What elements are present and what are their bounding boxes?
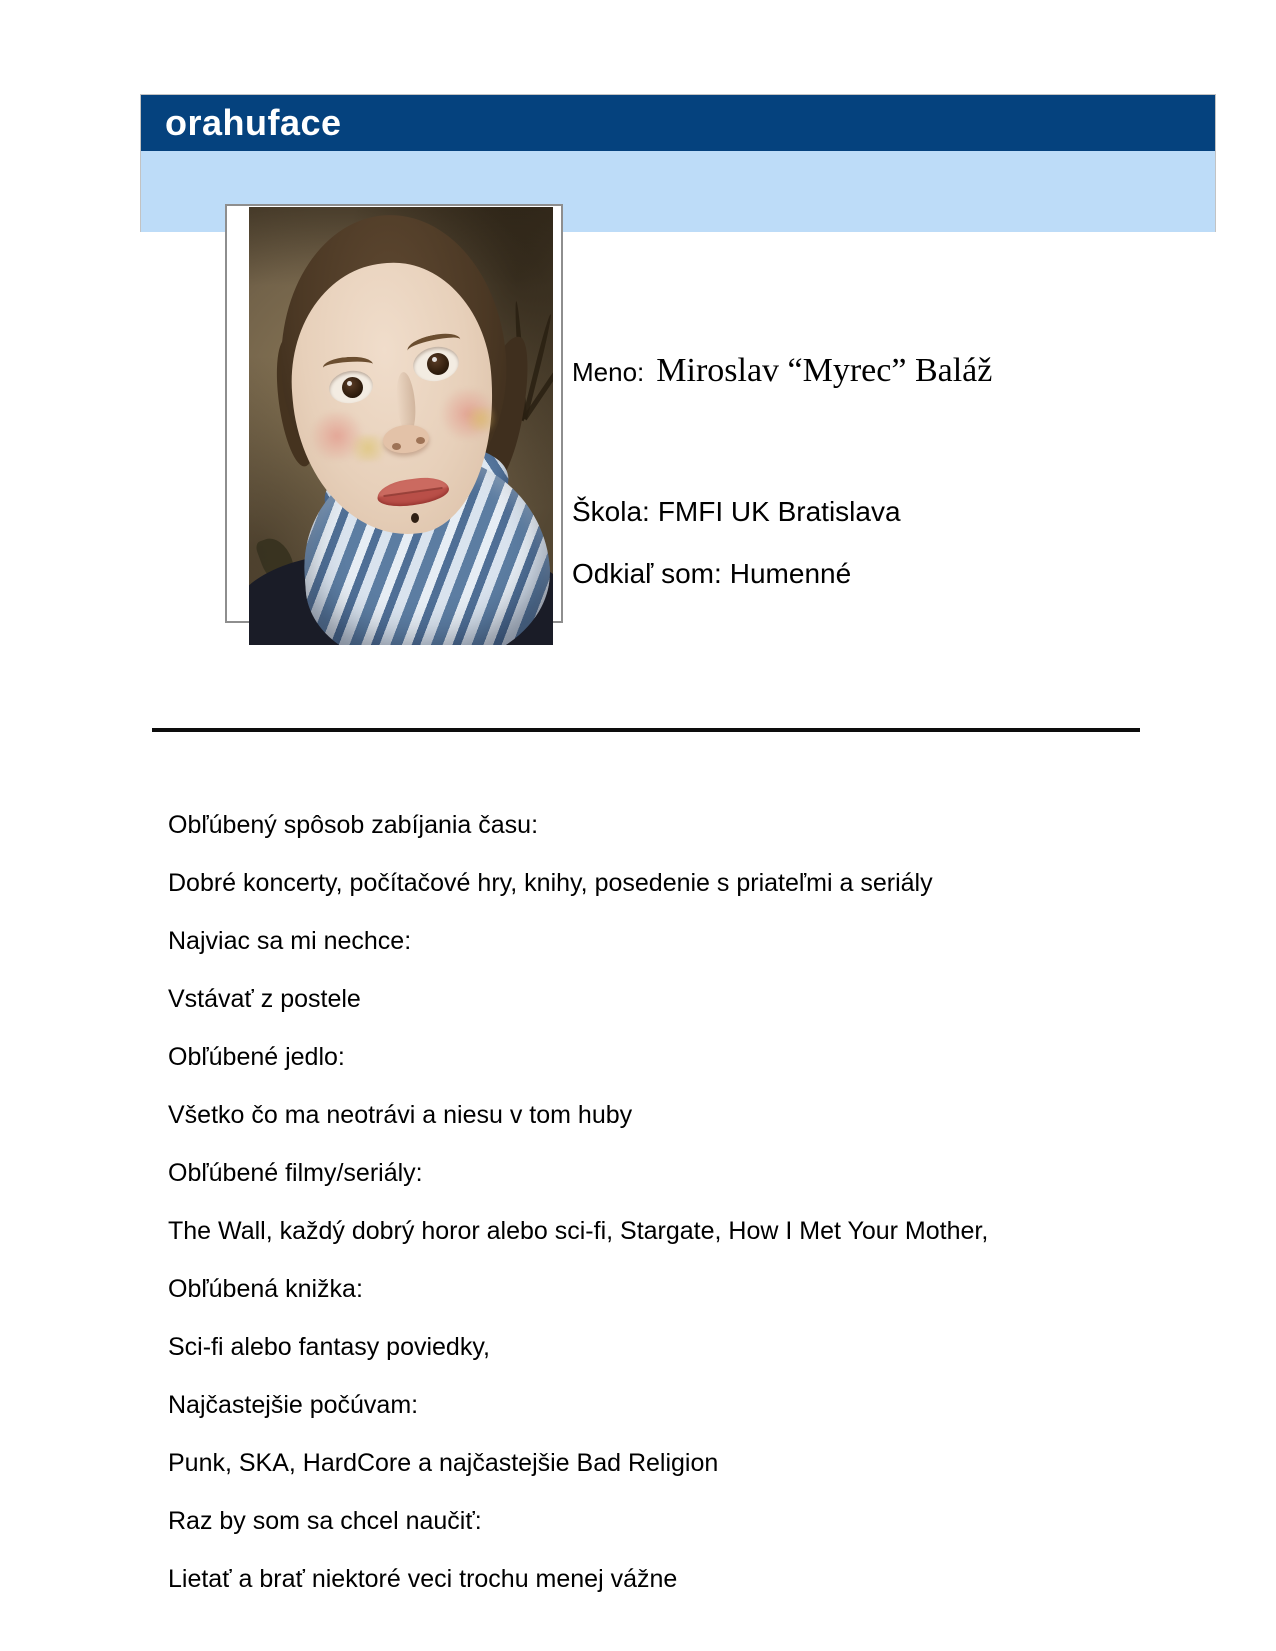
qa-answer: Lietať a brať niektoré veci trochu menej vážne: [168, 1565, 678, 1593]
qa-question: Raz by som sa chcel naučiť:: [168, 1507, 482, 1535]
chin-piercing: [411, 513, 419, 523]
qa-question: Obľúbený spôsob zabíjania času:: [168, 811, 539, 839]
hometown-value: Humenné: [729, 558, 852, 589]
cheek-smudge-right: [461, 407, 501, 431]
iris-left: [342, 377, 363, 398]
field-name: [572, 352, 992, 390]
field-hometown: [572, 558, 851, 590]
profile-photo[interactable]: [249, 207, 553, 645]
qa-answer: Vstávať z postele: [168, 985, 361, 1013]
qa-answer: Všetko čo ma neotrávi a niesu v tom huby: [168, 1101, 633, 1129]
eye-glint-left: [347, 381, 352, 386]
qa-answer: Punk, SKA, HardCore a najčastejšie Bad Religion: [168, 1449, 719, 1477]
iris-right: [427, 353, 449, 375]
hometown-label: Odkiaľ som:: [572, 558, 722, 589]
separator-line: [152, 728, 1140, 732]
qa-question: Najviac sa mi nechce:: [168, 927, 412, 955]
nostril-left: [392, 443, 401, 450]
nostril-right: [416, 437, 425, 444]
qa-answer: Dobré koncerty, počítačové hry, knihy, posedenie s priateľmi a seriály: [168, 869, 933, 897]
school-label: Škola:: [572, 496, 650, 527]
qa-question: Obľúbené jedlo:: [168, 1043, 345, 1071]
qa-answer: The Wall, každý dobrý horor alebo sci-fi, Stargate, How I Met Your Mother,: [168, 1217, 989, 1245]
name-label: Meno:: [572, 357, 645, 387]
qa-answer: Sci-fi alebo fantasy poviedky,: [168, 1333, 490, 1361]
eye-glint-right: [432, 357, 437, 362]
qa-question: Obľúbené filmy/seriály:: [168, 1159, 423, 1187]
qa-section: [168, 796, 1168, 1608]
field-school: [572, 496, 901, 528]
school-value: FMFI UK Bratislava: [657, 496, 901, 527]
app-title: orahuface: [165, 102, 342, 143]
app-header-bar: [141, 95, 1215, 151]
qa-question: Najčastejšie počúvam:: [168, 1391, 419, 1419]
qa-question: Obľúbená knižka:: [168, 1275, 363, 1303]
name-value: Miroslav “Myrec” Baláž: [656, 352, 993, 389]
